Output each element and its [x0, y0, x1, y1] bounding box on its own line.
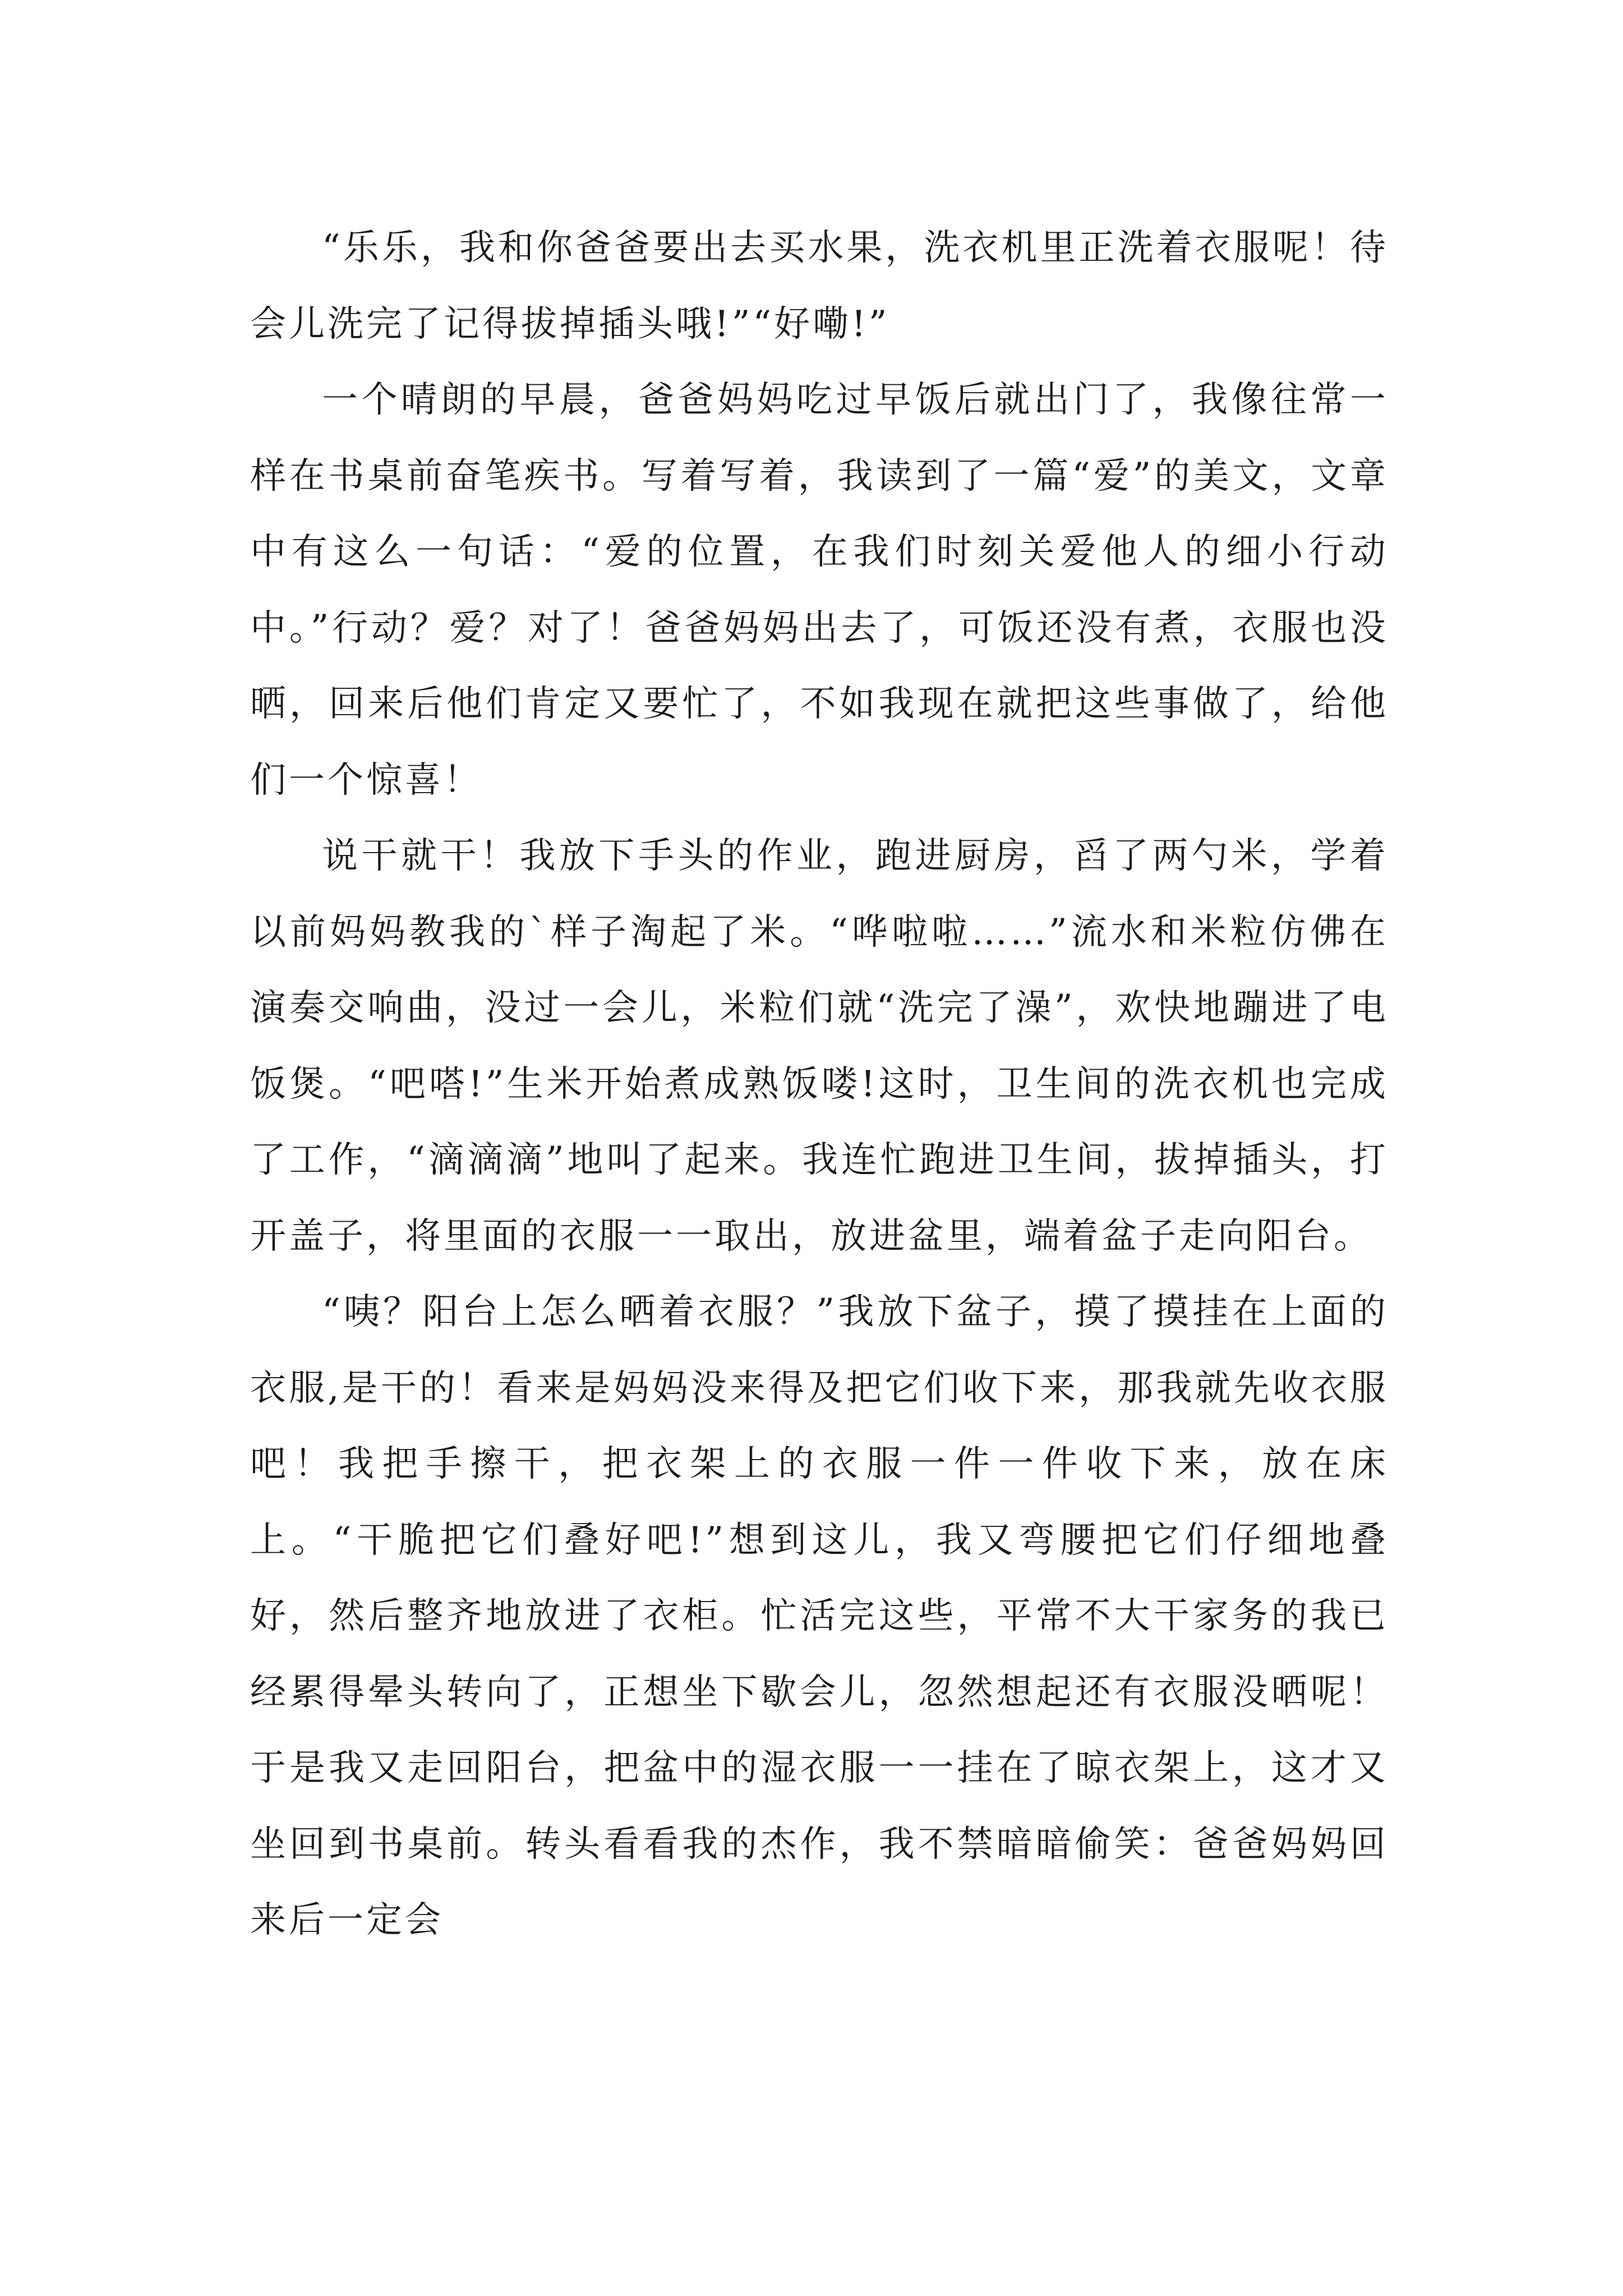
paragraph-3: 说干就干！我放下手头的作业，跑进厨房，舀了两勺米，学着以前妈妈教我的`样子淘起了米。“哗啦啦……”流水和米粒仿佛在演奏交响曲，没过一会儿，米粒们就“洗完了澡”，欢快地蹦进了电饭煲。“吧嗒!”生米开始煮成熟饭喽!这时，卫生间的洗衣机也完成了工作，“滴滴滴”地叫了起来。我连忙跑进卫生间，拔掉插头，打开盖子，将里面的衣服一一取出，放进盆里，端着盆子走向阳台。 [250, 835, 1389, 1257]
paragraph-1: “乐乐，我和你爸爸要出去买水果，洗衣机里正洗着衣服呢！待会儿洗完了记得拔掉插头哦!”“好嘞!” [250, 227, 1389, 345]
document-body [250, 210, 1389, 1959]
paragraph-4: “咦？阳台上怎么晒着衣服？”我放下盆子，摸了摸挂在上面的衣服,是干的！看来是妈妈没来得及把它们收下来，那我就先收衣服吧！我把手擦干，把衣架上的衣服一件一件收下来，放在床上。“干脆把它们叠好吧!”想到这儿，我又弯腰把它们仔细地叠好，然后整齐地放进了衣柜。忙活完这些，平常不大干家务的我已经累得晕头转向了，正想坐下歇会儿，忽然想起还有衣服没晒呢！于是我又走回阳台，把盆中的湿衣服一一挂在了晾衣架上，这才又坐回到书桌前。转头看看我的杰作，我不禁暗暗偷笑：爸爸妈妈回来后一定会 [250, 1291, 1389, 1941]
paragraph-2: 一个晴朗的早晨，爸爸妈妈吃过早饭后就出门了，我像往常一样在书桌前奋笔疾书。写着写着，我读到了一篇“爱”的美文，文章中有这么一句话：“爱的位置，在我们时刻关爱他人的细小行动中。”行动？爱？对了！爸爸妈妈出去了，可饭还没有煮，衣服也没晒，回来后他们肯定又要忙了，不如我现在就把这些事做了，给他们一个惊喜！ [250, 379, 1389, 801]
